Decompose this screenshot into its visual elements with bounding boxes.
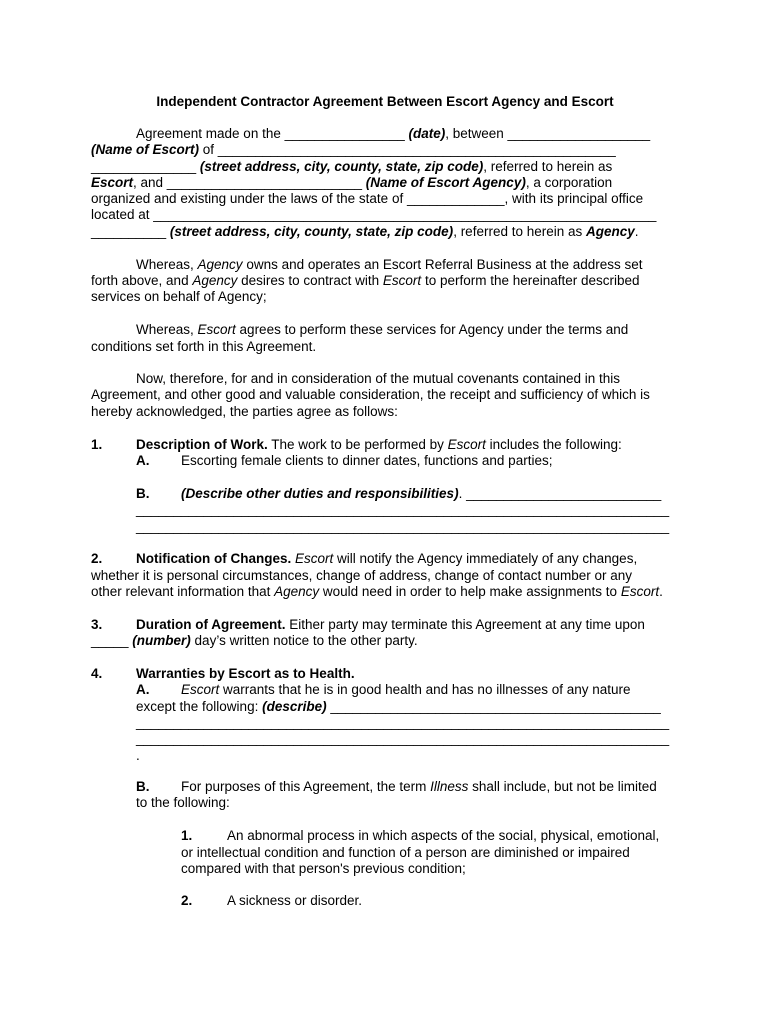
section-1-b-text: (Describe other duties and responsibilities). __________________________	[181, 486, 662, 501]
section-4-blank-line-2: _______________________________________________________________________	[136, 731, 670, 746]
section-4-item-2-text: A sickness or disorder.	[227, 893, 363, 908]
section-4-number: 4.	[91, 666, 103, 681]
section-4-item-1-label: 1.	[181, 828, 193, 843]
section-4-b-line-2: to the following:	[136, 795, 230, 810]
section-4-b-line-1: For purposes of this Agreement, the term Illness shall include, but not be limited	[181, 779, 657, 794]
whereas1-line-1: Whereas, Agency owns and operates an Escort Referral Business at the address set	[136, 257, 643, 272]
whereas1-line-2: forth above, and Agency desires to contract with Escort to perform the hereinafter described	[91, 273, 640, 288]
section-3-line-2: _____ (number) day’s written notice to the other party.	[91, 633, 418, 648]
whereas1-line-3: services on behalf of Agency;	[91, 289, 267, 304]
section-4-item-1-line-1: An abnormal process in which aspects of the social, physical, emotional,	[227, 828, 660, 843]
section-2-line-3: other relevant information that Agency would need in order to help make assignments to Escort.	[91, 584, 663, 599]
intro-line-3: ______________ (street address, city, county, state, zip code), referred to herein as	[91, 159, 613, 174]
whereas2-line-2: conditions set forth in this Agreement.	[91, 339, 317, 354]
section-1-b-label: B.	[136, 486, 150, 501]
intro-line-1: Agreement made on the ________________ (date), between ___________________	[136, 126, 651, 141]
section-4-item-2-label: 2.	[181, 893, 193, 908]
section-4-blank-line-1: _______________________________________________________________________	[136, 715, 670, 730]
now-line-1: Now, therefore, for and in consideration of the mutual covenants contained in this	[136, 371, 621, 386]
section-1-a-text: Escorting female clients to dinner dates, functions and parties;	[181, 453, 553, 468]
section-1-line-1: Description of Work. The work to be performed by Escort includes the following:	[136, 437, 622, 452]
section-4-a-line-1: Escort warrants that he is in good health and has no illnesses of any nature	[181, 682, 631, 697]
intro-line-7: __________ (street address, city, county, state, zip code), referred to herein as Agency.	[91, 224, 639, 239]
section-2-line-2: whether it is personal circumstances, change of address, change of contact number or any	[91, 568, 633, 583]
whereas2-line-1: Whereas, Escort agrees to perform these services for Agency under the terms and	[136, 322, 629, 337]
section-4-a-line-2: except the following: (describe) ____________________________________________	[136, 699, 661, 714]
section-1-a-label: A.	[136, 453, 150, 468]
section-4-period: .	[136, 748, 140, 763]
document-title: Independent Contractor Agreement Between Escort Agency and Escort	[156, 94, 614, 109]
section-2-number: 2.	[91, 551, 103, 566]
intro-line-6: located at ___________________________________________________________________	[91, 207, 657, 222]
section-4-b-label: B.	[136, 779, 150, 794]
section-4-heading: Warranties by Escort as to Health.	[136, 666, 355, 681]
section-1-number: 1.	[91, 437, 103, 452]
section-1-blank-line-2: _______________________________________________________________________	[136, 519, 670, 534]
intro-line-5: organized and existing under the laws of the state of _____________, with its principal office	[91, 191, 644, 206]
section-4-a-label: A.	[136, 682, 150, 697]
intro-line-2: (Name of Escort) of _____________________________________________________	[91, 142, 616, 157]
now-line-3: hereby acknowledged, the parties agree as follows:	[91, 404, 398, 419]
section-3-line-1: Duration of Agreement. Either party may terminate this Agreement at any time upon	[136, 617, 645, 632]
now-line-2: Agreement, and other good and valuable consideration, the receipt and sufficiency of which is	[91, 387, 650, 402]
section-4-item-1-line-3: compared with that person's previous condition;	[181, 861, 466, 876]
section-4-item-1-line-2: or intellectual condition and function of a person are diminished or impaired	[181, 845, 630, 860]
intro-line-4: Escort, and __________________________ (Name of Escort Agency), a corporation	[91, 175, 613, 190]
section-2-line-1: Notification of Changes. Escort will notify the Agency immediately of any changes,	[136, 551, 638, 566]
section-3-number: 3.	[91, 617, 103, 632]
section-1-blank-line-1: _______________________________________________________________________	[136, 502, 670, 517]
